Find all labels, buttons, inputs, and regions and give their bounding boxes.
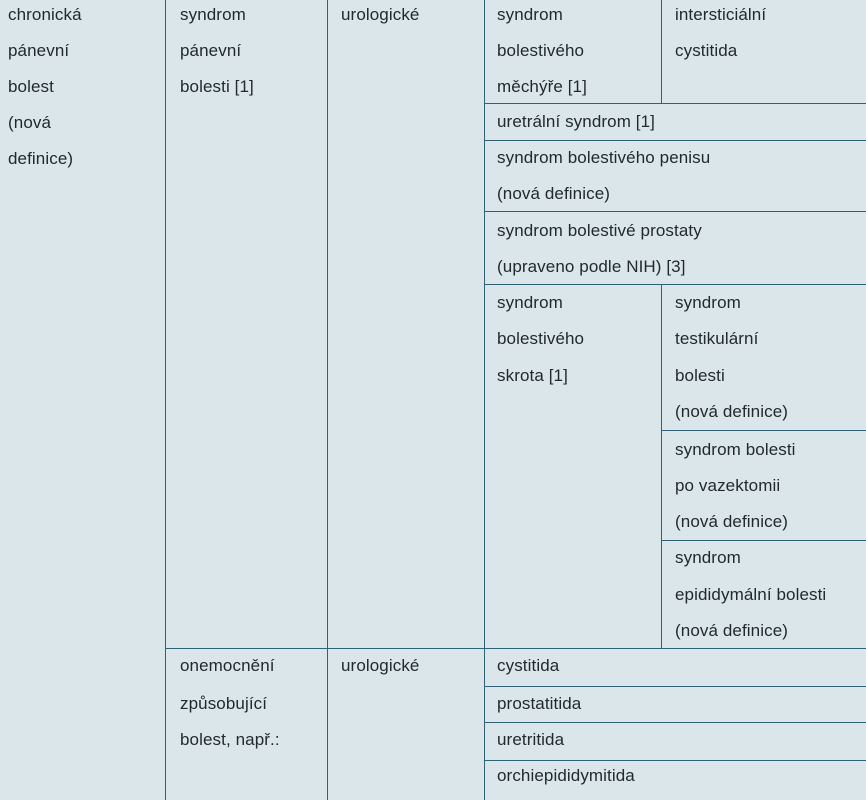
cell-line: bolest bbox=[8, 77, 54, 96]
cell-line: pánevní bbox=[180, 41, 242, 60]
cell-line: syndrom bbox=[497, 5, 563, 24]
cell-line: syndrom bolestivé prostaty bbox=[497, 221, 702, 240]
column-divider bbox=[484, 0, 485, 800]
cell-line: (nová definice) bbox=[675, 512, 789, 531]
cell-line: definice) bbox=[8, 149, 74, 168]
cell-line: syndrom bolestivého penisu bbox=[497, 148, 711, 167]
cell-line: orchiepididymitida bbox=[497, 766, 635, 785]
cell-line: (upraveno podle NIH) [3] bbox=[497, 257, 686, 276]
cell-line: prostatitida bbox=[497, 694, 582, 713]
column-divider bbox=[327, 0, 328, 800]
column-divider bbox=[661, 0, 662, 103]
cell-line: uretrální syndrom [1] bbox=[497, 112, 655, 131]
cell-line: (nová definice) bbox=[675, 402, 789, 421]
cell-line: epididymální bolesti bbox=[675, 585, 827, 604]
cell-line: (nová bbox=[8, 113, 52, 132]
cell-line: chronická bbox=[8, 5, 82, 24]
cell-line: (nová definice) bbox=[675, 621, 789, 640]
cell-line: bolest, např.: bbox=[180, 730, 280, 749]
cell-line: pánevní bbox=[8, 41, 70, 60]
cell-line: bolesti [1] bbox=[180, 77, 254, 96]
cell-line: po vazektomii bbox=[675, 476, 781, 495]
cell-line: syndrom bbox=[497, 293, 563, 312]
cell-line: urologické bbox=[341, 5, 420, 24]
cell-line: onemocnění bbox=[180, 656, 275, 675]
cell-line: syndrom bolesti bbox=[675, 440, 796, 459]
cell-line: cystitida bbox=[675, 41, 738, 60]
cell-line: způsobující bbox=[180, 694, 268, 713]
cell-line: intersticiální bbox=[675, 5, 767, 24]
cell-line: urologické bbox=[341, 656, 420, 675]
cell-line: syndrom bbox=[675, 293, 741, 312]
cell-line: uretritida bbox=[497, 730, 565, 749]
cell-line: cystitida bbox=[497, 656, 560, 675]
column-divider bbox=[165, 0, 166, 800]
cell-line: bolestivého bbox=[497, 329, 585, 348]
column-divider bbox=[661, 284, 662, 648]
cell-line: bolestivého bbox=[497, 41, 585, 60]
cell-line: syndrom bbox=[180, 5, 246, 24]
cell-line: (nová definice) bbox=[497, 184, 611, 203]
cell-line: měchýře [1] bbox=[497, 77, 587, 96]
row-divider bbox=[661, 430, 866, 431]
cell-line: testikulární bbox=[675, 329, 759, 348]
cell-line: bolesti bbox=[675, 366, 725, 385]
cell-line: skrota [1] bbox=[497, 366, 568, 385]
cell-line: syndrom bbox=[675, 548, 741, 567]
